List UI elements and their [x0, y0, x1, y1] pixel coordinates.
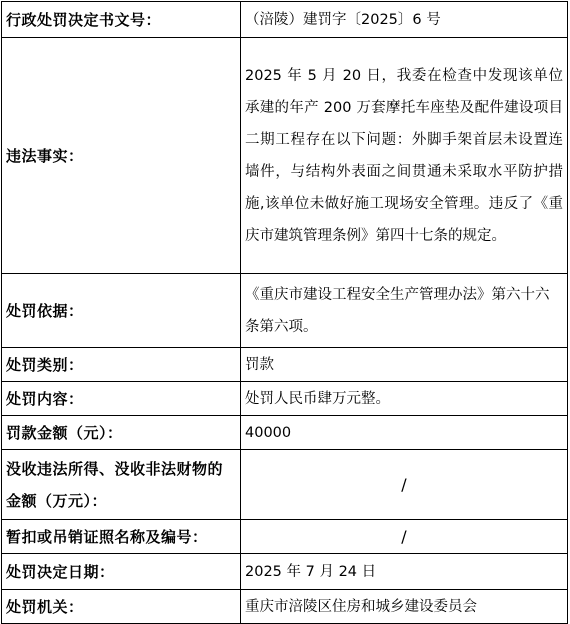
doc-number-value: （涪陵）建罚字〔2025〕6 号	[241, 2, 568, 38]
fine-amount-label: 罚款金额（元）：	[2, 416, 241, 450]
license-suspension-label: 暂扣或吊销证照名称及编号：	[2, 520, 241, 554]
penalty-basis-value: 《重庆市建设工程安全生产管理办法》第六十六条第六项。	[241, 274, 568, 348]
row-penalty-basis	[2, 274, 568, 348]
authority-value: 重庆市涪陵区住房和城乡建设委员会	[241, 590, 568, 624]
row-fine-amount	[2, 416, 568, 450]
penalty-content-value: 处罚人民币肆万元整。	[241, 382, 568, 416]
row-confiscation	[2, 450, 568, 520]
authority-label: 处罚机关：	[2, 590, 241, 624]
row-violation-facts	[2, 38, 568, 274]
penalty-type-value: 罚款	[241, 348, 568, 382]
row-decision-date	[2, 554, 568, 590]
violation-facts-value: 2025 年 5 月 20 日，我委在检查中发现该单位承建的年产 200 万套摩托车座垫及配件建设项目二期工程存在以下问题：外脚手架首层未设置连墙件，与结构外表面之间贯通未采取水平防护措施,该单位未做好施工现场安全管理。违反了《重庆市建筑管理条例》第四十七条的规定。	[241, 38, 568, 274]
penalty-type-label: 处罚类别：	[2, 348, 241, 382]
doc-number-label: 行政处罚决定书文号：	[2, 2, 241, 38]
row-authority	[2, 590, 568, 624]
row-penalty-type	[2, 348, 568, 382]
fine-amount-value: 40000	[241, 416, 568, 450]
violation-facts-label: 违法事实：	[2, 38, 241, 274]
penalty-basis-label: 处罚依据：	[2, 274, 241, 348]
confiscation-label: 没收违法所得、没收非法财物的金额（万元）：	[2, 450, 241, 520]
confiscation-value: /	[241, 450, 568, 520]
decision-date-value: 2025 年 7 月 24 日	[241, 554, 568, 590]
row-license-suspension	[2, 520, 568, 554]
row-doc-number	[2, 2, 568, 38]
decision-date-label: 处罚决定日期：	[2, 554, 241, 590]
penalty-content-label: 处罚内容：	[2, 382, 241, 416]
license-suspension-value: /	[241, 520, 568, 554]
penalty-decision-table	[1, 1, 568, 624]
row-penalty-content	[2, 382, 568, 416]
